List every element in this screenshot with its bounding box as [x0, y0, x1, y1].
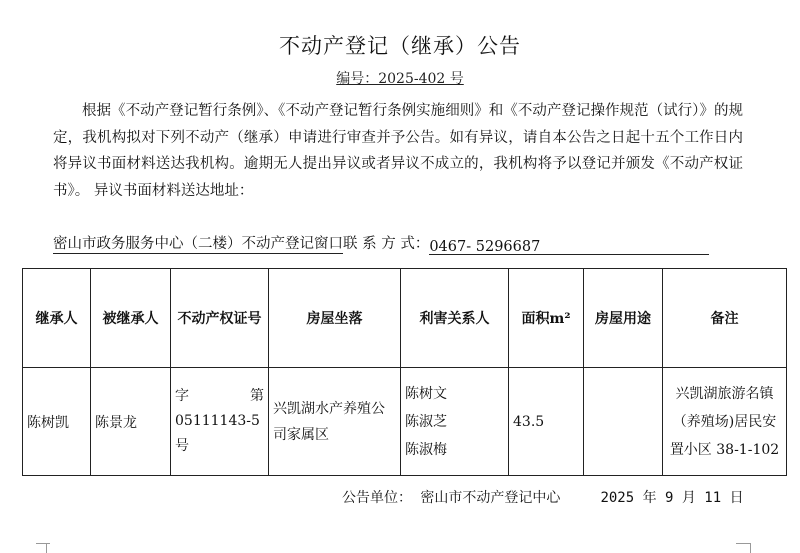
cert-prefix-left: 字: [175, 388, 189, 404]
header-area: 面积m²: [509, 269, 584, 368]
footer-date: 2025 年 9 月 11 日: [600, 490, 744, 506]
contact-label: 联 系 方 式：: [343, 236, 430, 252]
header-use: 房屋用途: [584, 269, 663, 368]
notice-title: 不动产登记（继承）公告: [279, 34, 521, 58]
party-1: 陈树文: [405, 385, 447, 402]
header-location: 房屋坐落: [269, 269, 401, 368]
party-3: 陈淑梅: [405, 441, 447, 458]
notice-table: [22, 268, 787, 476]
cell-heir: 陈树凯: [23, 368, 91, 476]
cell-area: 43.5: [509, 368, 584, 476]
cell-cert: [171, 368, 269, 476]
notice-number-text: 编号：2025-402 号: [336, 71, 464, 87]
cert-prefix-right: 第: [250, 388, 264, 404]
page-corner-mark-left-h: [36, 543, 50, 544]
notice-body: 根据《不动产登记暂行条例》、《不动产登记暂行条例实施细则》和《不动产登记操作规范（试行）》的规定，我机构拟对下列不动产（继承）申请进行审查并予公告。如有异议，请自本公告之日起十五个工作日内将异议书面材料送达我机构。逾期无人提出异议或者异议不成立的，我机构将予以登记并颁发《不动产权证书》。 异议书面材料送达地址：: [53, 103, 743, 199]
cell-parties: [401, 368, 509, 476]
header-note: 备注: [663, 269, 787, 368]
cell-decedent: 陈景龙: [91, 368, 171, 476]
cert-number: 05111143-5 号: [175, 413, 260, 454]
table-row: [23, 368, 787, 476]
header-parties: 利害关系人: [401, 269, 509, 368]
footer: [342, 487, 744, 507]
cell-location: 兴凯湖水产养殖公司家属区: [269, 368, 401, 476]
contact-value-field: [429, 237, 709, 255]
header-cert: 不动产权证号: [171, 269, 269, 368]
page-corner-mark-right-h: [736, 543, 750, 544]
page-corner-mark-right: [750, 543, 761, 553]
contact-value: 0467- 5296687: [429, 239, 541, 255]
notice-number: [0, 68, 800, 88]
header-heir: 继承人: [23, 269, 91, 368]
header-decedent: 被继承人: [91, 269, 171, 368]
table-header-row: [23, 269, 787, 368]
address-text: 密山市政务服务中心（二楼）不动产登记窗口: [53, 236, 343, 252]
address-line: [53, 234, 709, 255]
cert-prefix: [175, 384, 264, 409]
cell-use: [584, 368, 663, 476]
cell-note: 兴凯湖旅游名镇（养殖场)居民安置小区 38-1-102: [663, 368, 787, 476]
footer-unit: 公告单位： 密山市不动产登记中心: [342, 490, 561, 506]
page-corner-mark-left: [36, 543, 47, 553]
party-2: 陈淑芝: [405, 413, 447, 430]
